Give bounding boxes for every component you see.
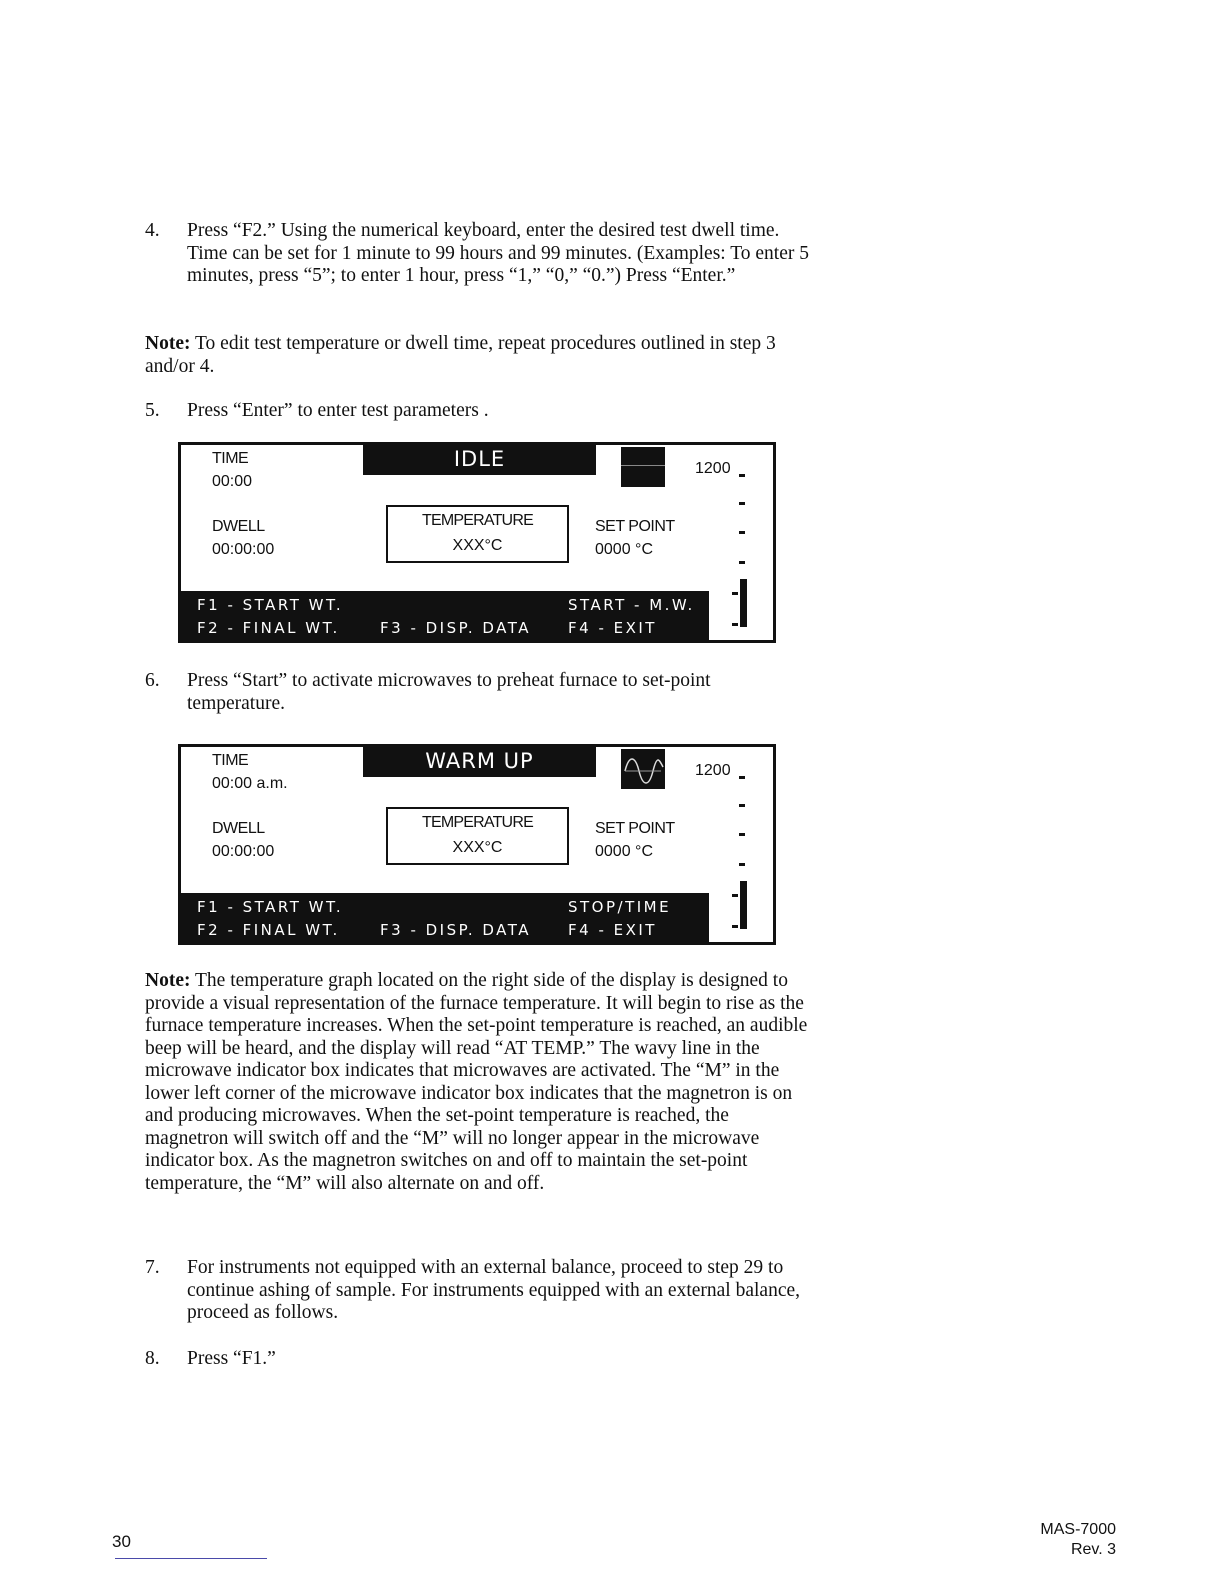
- graph-tick: [732, 623, 738, 626]
- time-label: TIME: [212, 752, 249, 769]
- f3-display-data: F3 - DISP. DATA: [380, 619, 532, 637]
- step-5: [145, 400, 810, 423]
- note-text: The temperature graph located on the right side of the display is designed to provide a visual representation of the furnace temperature. It will begin to rise as the furnace temperature increases. When the set-point temperature is reached, an audible beep will be heard, and the display will read “AT TEMP.” The wavy line in the microwave indicator box indicates that microwaves are activated. The “M” in the lower left corner of the microwave indicator box indicates that the magnetron is on and producing microwaves. When the set-point temperature is reached, the magnetron will switch off and the “M” will no longer appear in the microwave indicator box. As the magnetron switches on and off to maintain the set-point temperature, the “M” will also alternate on and off.: [145, 970, 808, 1194]
- display-warm-up: [178, 744, 776, 945]
- graph-tick: [739, 833, 745, 836]
- f3-display-data: F3 - DISP. DATA: [380, 921, 532, 939]
- step-text: Press “F1.”: [187, 1348, 276, 1369]
- footer-rule: [115, 1558, 267, 1559]
- step-number: 8.: [145, 1348, 160, 1369]
- graph-tick: [732, 894, 738, 897]
- temperature-value: XXX°C: [452, 537, 503, 554]
- step-8: [145, 1348, 810, 1371]
- revision: Rev. 3: [1070, 1541, 1116, 1558]
- note-label: Note:: [145, 970, 191, 991]
- scale-tick: [739, 474, 745, 477]
- step-number: 6.: [145, 670, 160, 691]
- microwave-indicator-box: [621, 749, 665, 789]
- scale-tick: [739, 776, 745, 779]
- step-6: [145, 670, 810, 715]
- step-number: 7.: [145, 1257, 160, 1278]
- stop-time: STOP/TIME: [568, 898, 672, 916]
- f1-start-weight: F1 - START WT.: [197, 596, 344, 614]
- temperature-box: [386, 807, 569, 865]
- dwell-value: 00:00:00: [212, 843, 275, 860]
- time-value: 00:00: [212, 473, 253, 490]
- note-temperature-graph: [145, 970, 810, 1195]
- status-title: WARM UP: [363, 746, 596, 777]
- model-name: MAS-7000: [1040, 1521, 1116, 1538]
- display-idle: [178, 442, 776, 643]
- graph-tick: [732, 592, 738, 595]
- graph-tick: [739, 561, 745, 564]
- graph-tick: [732, 925, 738, 928]
- step-text: For instruments not equipped with an external balance, proceed to step 29 to continue ashing of sample. For instruments equipped with an external balance, proceed as follows.: [187, 1257, 801, 1323]
- step-7: [145, 1257, 810, 1325]
- note-edit: [145, 333, 810, 378]
- setpoint-label: SET POINT: [595, 518, 675, 535]
- f4-exit: F4 - EXIT: [568, 921, 657, 939]
- temperature-graph-bar: [740, 579, 747, 627]
- start-microwave: START - M.W.: [568, 596, 695, 614]
- temperature-value: XXX°C: [452, 839, 503, 856]
- graph-tick: [739, 502, 745, 505]
- temperature-box: [386, 505, 569, 563]
- setpoint-value: 0000 °C: [595, 541, 653, 558]
- f4-exit: F4 - EXIT: [568, 619, 657, 637]
- note-text: To edit test temperature or dwell time, repeat procedures outlined in step 3 and/or 4.: [145, 333, 776, 377]
- setpoint-label: SET POINT: [595, 820, 675, 837]
- time-value: 00:00 a.m.: [212, 775, 288, 792]
- microwave-indicator-box: [621, 447, 665, 487]
- step-4: [145, 220, 810, 288]
- temperature-label: TEMPERATURE: [422, 512, 533, 529]
- status-title: IDLE: [363, 444, 596, 475]
- note-label: Note:: [145, 333, 191, 354]
- dwell-value: 00:00:00: [212, 541, 275, 558]
- scale-max: 1200: [695, 460, 731, 477]
- wavy-line-icon: [621, 749, 665, 789]
- setpoint-value: 0000 °C: [595, 843, 653, 860]
- graph-tick: [739, 531, 745, 534]
- step-number: 4.: [145, 220, 160, 241]
- page-number: 30: [112, 1532, 131, 1551]
- dwell-label: DWELL: [212, 518, 265, 535]
- function-key-bar: [181, 591, 709, 643]
- step-text: Press “F2.” Using the numerical keyboard, enter the desired test dwell time. Time can be set for 1 minute to 99 hours and 99 minutes. (Examples: To enter 5 minutes, press “5”; to enter 1 hour, press “1,” “0,” “0.”) Press “Enter.”: [187, 220, 809, 286]
- f2-final-weight: F2 - FINAL WT.: [197, 619, 340, 637]
- step-text: Press “Enter” to enter test parameters .: [187, 400, 489, 421]
- temperature-label: TEMPERATURE: [422, 814, 533, 831]
- time-label: TIME: [212, 450, 249, 467]
- document-id: [1040, 1520, 1116, 1560]
- dwell-label: DWELL: [212, 820, 265, 837]
- graph-tick: [739, 804, 745, 807]
- f1-start-weight: F1 - START WT.: [197, 898, 344, 916]
- graph-tick: [739, 863, 745, 866]
- f2-final-weight: F2 - FINAL WT.: [197, 921, 340, 939]
- step-text: Press “Start” to activate microwaves to preheat furnace to set-point temperature.: [187, 670, 711, 714]
- function-key-bar: [181, 893, 709, 945]
- step-number: 5.: [145, 400, 160, 421]
- temperature-graph-bar: [740, 881, 747, 929]
- scale-max: 1200: [695, 762, 731, 779]
